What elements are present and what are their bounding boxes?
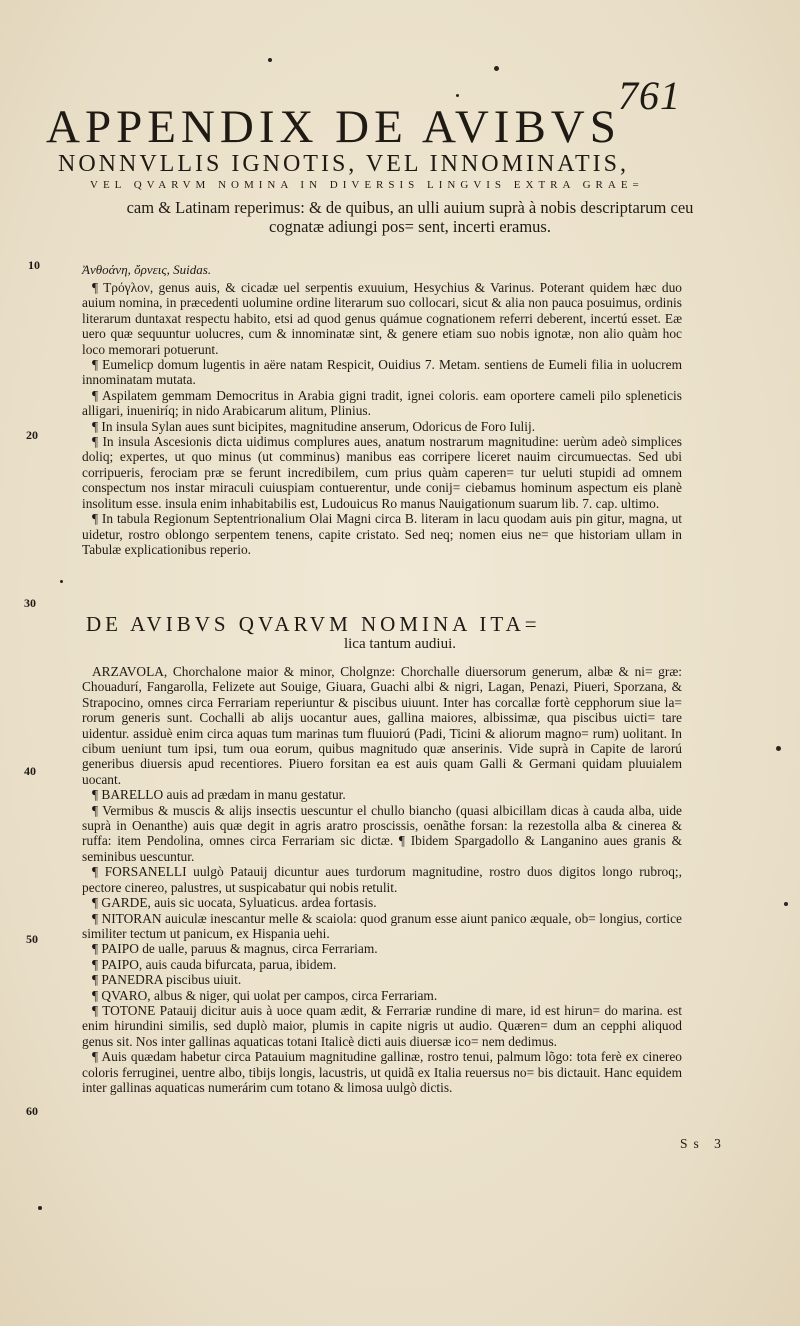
margin-number-60: 60	[26, 1104, 38, 1118]
title-small: VEL QVARVM NOMINA IN DIVERSIS LINGVIS EXTRA GRAE=	[90, 179, 644, 191]
paragraph: ¶ Aspilatem gemmam Democritus in Arabia gigni tradit, ignei coloris. eam oportere cameli pilo spleneticis alligari, inueniríq; in nido Arabicarum alitum, Plinius.	[82, 387, 682, 419]
section-heading-continued: lica tantum audiui.	[343, 636, 457, 652]
paragraph: ¶ Auis quædam habetur circa Patauium magnitudine gallinæ, rostro tenui, palmum lõgo: tota ferè ex cinereo coloris ferruginei, uentre albo, tibijs longis, lacustris, ut quidã ex Italia reuersus no= bis dictauit. Hanc equidem inter gallinas aquaticas numerárim cum totano & limosa uulgò dictis.	[82, 1049, 682, 1095]
margin-number-30: 30	[24, 596, 36, 610]
ink-spot	[494, 66, 499, 71]
margin-number-50: 50	[26, 932, 38, 946]
ink-spot	[60, 580, 63, 583]
margin-number-10: 10	[28, 258, 40, 272]
paragraph: ¶ PAIPO de ualle, paruus & magnus, circa Ferrariam.	[92, 941, 378, 957]
paragraph: ¶ PAIPO, auis cauda bifurcata, parua, ibidem.	[92, 956, 337, 972]
title-latin: cam & Latinam reperimus: & de quibus, an ulli auium suprà à nobis descriptarum ceu cognatæ adiungi pos= sent, incerti eramus.	[126, 198, 694, 236]
ink-spot	[456, 94, 459, 97]
paragraph: ¶ QVARO, albus & niger, qui uolat per campos, circa Ferrariam.	[92, 987, 438, 1003]
paragraph: ¶ TOTONE Patauij dicitur auis à uoce quam ædit, & Ferrariæ rundine di mare, id est hirun= do marina. est enim hirundini similis, sed duplò maior, plumis in capite nigris ut audio. Quæren= dum an cepphi aliquod genus sit. Nos inter gallinas aquaticas totani Italicè dicti auis diuersæ ico= nem dedimus.	[82, 1002, 682, 1049]
paragraph: ¶ BARELLO auis ad prædam in manu gestatur.	[92, 787, 346, 803]
paragraph: ¶ In tabula Regionum Septentrionalium Olai Magni circa B. literam in lacu quodam auis pin gitur, magna, ut uidetur, rostro oblongo serpentem tenens, capite cristato. Sed neq; nomen eius ne= que historiam ullam in Tabulæ explicationibus reperio.	[82, 511, 682, 557]
paragraph: ¶ PANEDRA piscibus uiuit.	[92, 972, 242, 988]
paragraph: ¶ Eumelicp domum lugentis in aëre natam Respicit, Ouidius 7. Metam. sentiens de Eumeli filia in uolucrem innominatam mutata.	[82, 357, 682, 388]
ink-spot	[268, 58, 272, 62]
title-main: APPENDIX DE AVIBVS	[46, 101, 621, 153]
section-italian-names	[82, 664, 682, 1095]
title-sub: NONNVLLIS IGNOTIS, VEL INNOMINATIS,	[58, 151, 629, 177]
paragraph: ¶ Τρόγλον, genus auis, & cicadæ uel serpentis exuuium, Hesychius & Varinus. Poterant quidem hæc duo auium nomina, in præcedenti uolumine ordine literarum suo collocari, sicut & alia non pauca posuimus, ordinis literarum duntaxat respectu habito, etsi ad quod genus quámue cognationem referri deberent, incertú esset. Eæ uero quæ sequuntur uolucres, cum & innominatæ sint, & genere etiam suo nobis ignotæ, non alio quàm hoc loco memorari potuerunt.	[82, 280, 682, 357]
paragraph: ¶ FORSANELLI uulgò Patauij dicuntur aues turdorum magnitudine, rostro duos digitos longo rubroq;, pectore cinereo, palustres, ut suspicabatur qui nobis retulit.	[82, 864, 682, 895]
ink-spot	[784, 902, 788, 906]
paragraph: ¶ NITORAN auiculæ inescantur melle & scaiola: quod granum esse aiunt panico æquale, ob= longius, cortice similiter tectum ut panicum, ex Hispania uehi.	[82, 910, 682, 941]
section-heading: DE AVIBVS QVARVM NOMINA ITA=	[86, 612, 541, 636]
signature-mark: Ss 3	[680, 1136, 727, 1151]
paragraph: ¶ In insula Ascesionis dicta uidimus complures aues, anatum nostrarum magnitudine: uerùm adeò simplices doliq; expertes, ut quo minus (ut comminus) manibus eas corripere liceret nauim circumuectas. Sed ubi corripueris, ferociam præ se ferunt incredibilem, cum prius quàm caperen= tur ueluti stupidi ad omnem conspectum nos instar miraculi cuiuspiam contuerentur, unde conij= ciebamus hominum aspectum eis planè insolitum esse. insula enim inhabitabilis est, Ludouicus Ro manus Nauigationum suarum lib. 7. cap. ultimo.	[82, 434, 682, 511]
ink-spot	[38, 1206, 42, 1210]
margin-number-40: 40	[24, 764, 36, 778]
paragraph: ARZAVOLA, Chorchalone maior & minor, Cholgnze: Chorchalle diuersorum generum, albæ & ni= græ: Chouadurí, Fangarolla, Felizete aut Souige, Giuara, Guachi albi & nigri, Lagan, Penazi, Piueri, Sporzana, & Strapocino, omnes circa Ferrariam reperiuntur & piscibus uiuunt. Inter has corcallæ fortè cepphorum siue la= rorum generis sunt. Cochalli ab alijs uocantur aues, gallina maiores, albissimæ, qua piscibus uicti= tare uidentur. assiduè enim circa aquas tum marinas tum fluuiorú (Padi, Ticini & aliorum magno= rum) uolitant. In cibum ueniunt tum ipsi, tum oua eorum, quibus magnitudo quæ anserinis. Vide suprà in Capite de larorú generibus diuersis apud recentiores. Piuero forsitan ea est auis quam Galli & Germani quidam pluuialem uocant.	[82, 664, 682, 787]
paragraph: ¶ GARDE, auis sic uocata, Syluaticus. ardea fortasis.	[92, 895, 377, 911]
paragraph: ¶ Vermibus & muscis & alijs insectis uescuntur el chullo biancho (quasi albicillam dicas à cauda alba, uide suprà in Oenanthe) auis quæ degit in agris aratro proscissis, oenãthe forsan: la rezestolla alba & cinerea & ruffa: item Pendolina, omnes circa Ferrariam sic dictæ. ¶ Ibidem Spargadollo & Langanino aues granis & seminibus uescuntur.	[82, 802, 682, 864]
ink-spot	[776, 746, 781, 751]
margin-number-20: 20	[26, 428, 38, 442]
page-number: 761	[618, 73, 681, 118]
paragraph: ¶ In insula Sylan aues sunt bicipites, magnitudine anserum, Odoricus de Foro Iulij.	[92, 418, 536, 434]
section-unknown-birds	[82, 280, 682, 557]
greek-heading: Ἀνθοάνη, ὄρνεις, Suidas.	[82, 262, 212, 277]
